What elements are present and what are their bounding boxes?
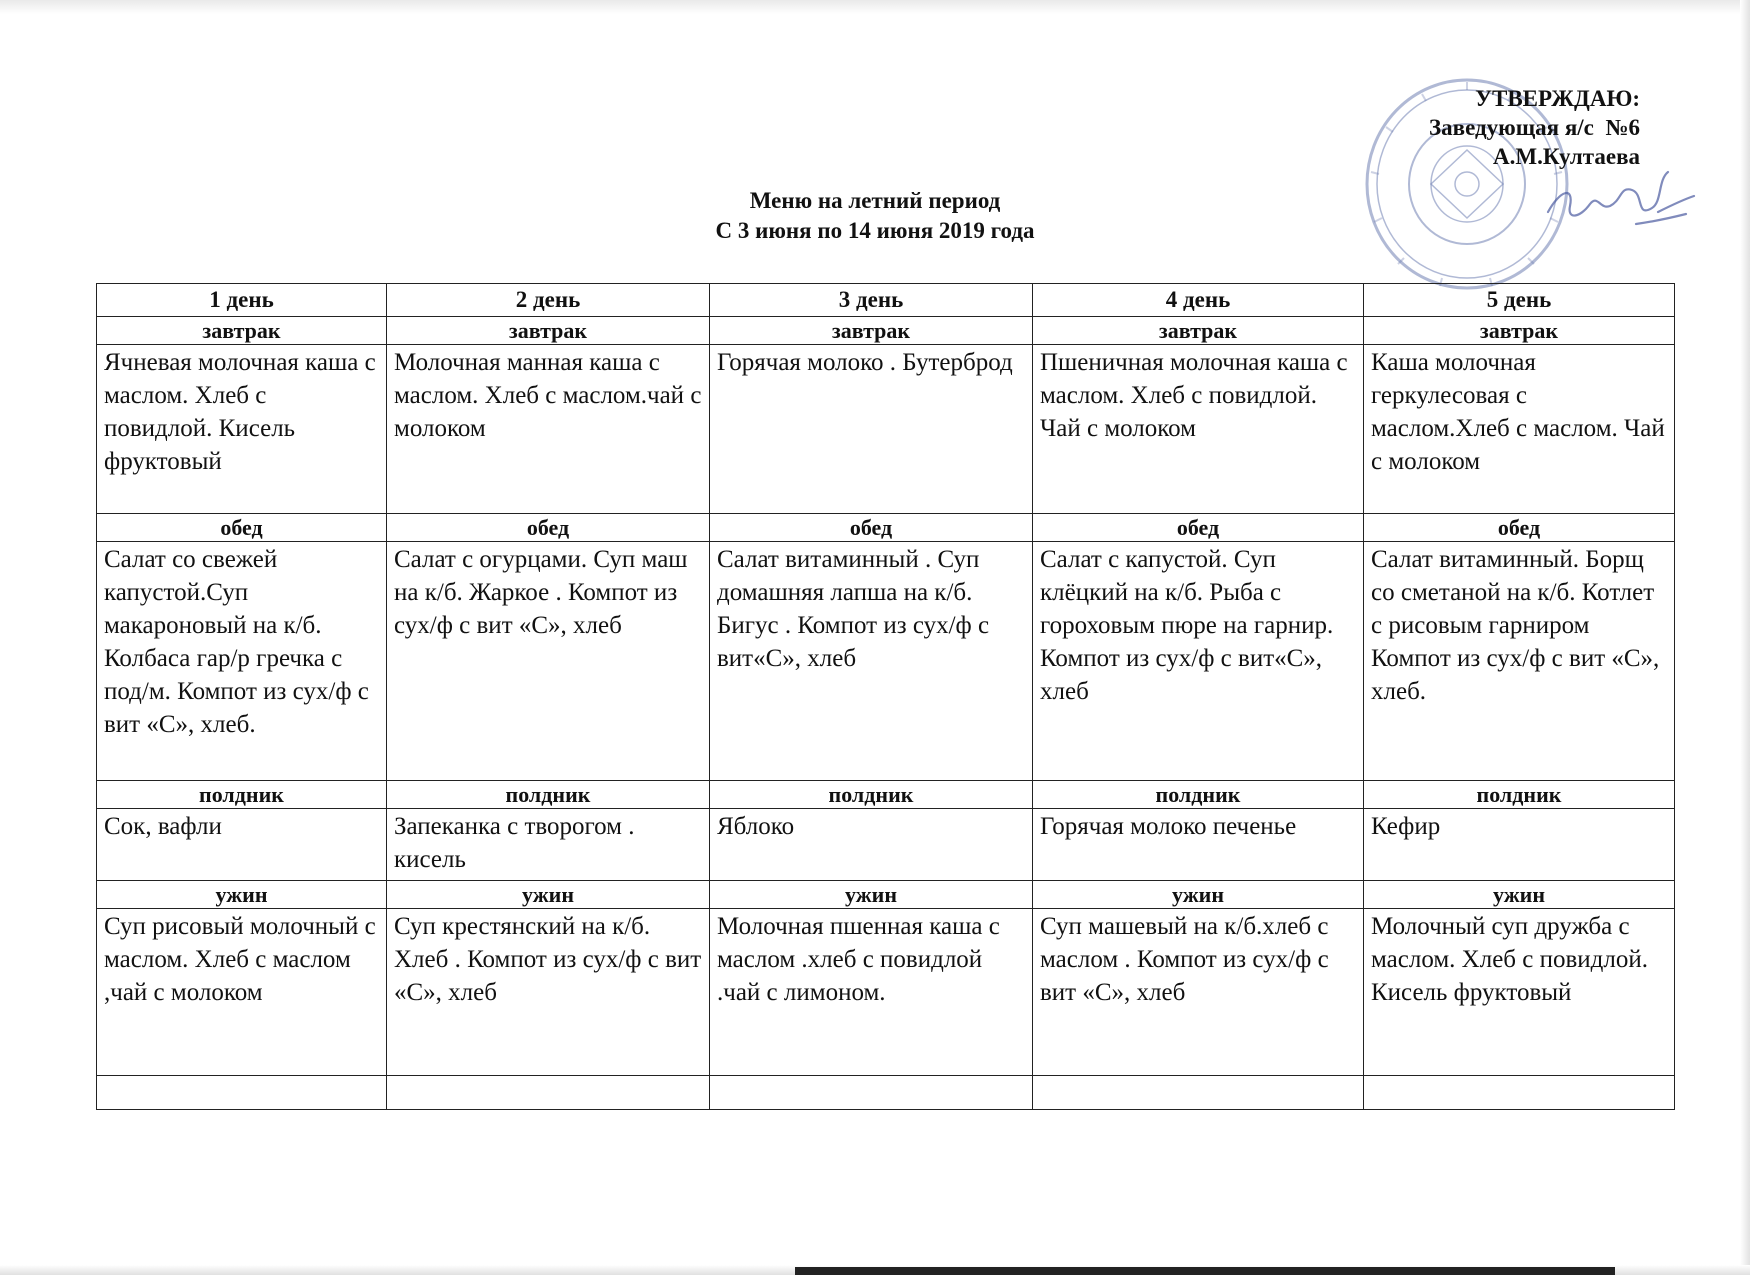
meal-label-dinner: ужин [387,881,710,909]
meal-label-lunch: обед [97,514,387,542]
meal-header-row-breakfast [97,317,1675,345]
approval-heading: УТВЕРЖДАЮ: [1475,86,1640,111]
dish-cell: Суп рисовый молочный с маслом. Хлеб с маслом ,чай с молоком [97,909,387,1076]
dish-cell: Сок, вафли [97,809,387,881]
breakfast-row [97,345,1675,514]
document-title: Меню на летний период [749,188,1001,213]
approval-position: Заведующая я/с №6 [1429,115,1640,140]
meal-label-dinner: ужин [710,881,1033,909]
snack-row [97,809,1675,881]
dish-cell: Салат с капустой. Суп клёцкий на к/б. Рыба с гороховым пюре на гарнир. Компот из сух/ф с вит«С», хлеб [1033,542,1364,781]
dinner-row [97,909,1675,1076]
days-header-row [97,284,1675,317]
meal-label-snack: полдник [387,781,710,809]
meal-label-breakfast: завтрак [387,317,710,345]
meal-label-dinner: ужин [1033,881,1364,909]
lunch-row [97,542,1675,781]
day-header: 2 день [387,284,710,317]
empty-cell [1364,1076,1675,1110]
dish-cell: Кефир [1364,809,1675,881]
approval-block [1429,84,1640,171]
meal-label-lunch: обед [1364,514,1675,542]
empty-cell [97,1076,387,1110]
meal-label-dinner: ужин [1364,881,1675,909]
dish-cell: Пшеничная молочная каша с маслом. Хлеб с повидлой. Чай с молоком [1033,345,1364,514]
meal-label-breakfast: завтрак [97,317,387,345]
dish-cell: Суп машевый на к/б.хлеб с маслом . Компот из сух/ф с вит «С», хлеб [1033,909,1364,1076]
meal-label-dinner: ужин [97,881,387,909]
dish-cell: Салат с огурцами. Суп маш на к/б. Жаркое . Компот из сух/ф с вит «С», хлеб [387,542,710,781]
scan-edge-shadow [795,1267,1615,1275]
meal-label-breakfast: завтрак [1033,317,1364,345]
dish-cell: Горячая молоко . Бутерброд [710,345,1033,514]
dish-cell: Суп крестянский на к/б. Хлеб . Компот из сух/ф с вит «С», хлеб [387,909,710,1076]
menu-table [96,283,1675,1110]
meal-label-lunch: обед [387,514,710,542]
meal-header-row-dinner [97,881,1675,909]
day-header: 1 день [97,284,387,317]
dish-cell: Молочный суп дружба с маслом. Хлеб с повидлой. Кисель фруктовый [1364,909,1675,1076]
document-subtitle: С 3 июня по 14 июня 2019 года [715,218,1035,243]
day-header: 3 день [710,284,1033,317]
meal-label-snack: полдник [710,781,1033,809]
dish-cell: Салат со свежей капустой.Суп макароновый на к/б. Колбаса гар/р гречка с под/м. Компот из сух/ф с вит «С», хлеб. [97,542,387,781]
dish-cell: Горячая молоко печенье [1033,809,1364,881]
meal-label-breakfast: завтрак [710,317,1033,345]
dish-cell: Молочная пшенная каша с маслом .хлеб с повидлой .чай с лимоном. [710,909,1033,1076]
meal-label-lunch: обед [1033,514,1364,542]
dish-cell: Ячневая молочная каша с маслом. Хлеб с повидлой. Кисель фруктовый [97,345,387,514]
scan-edge-top [0,0,1750,14]
approval-name: А.М.Култаева [1493,144,1640,169]
empty-cell [1033,1076,1364,1110]
meal-label-snack: полдник [1033,781,1364,809]
dish-cell: Салат витаминный. Борщ со сметаной на к/б. Котлет с рисовым гарниром Компот из сух/ф с вит «С», хлеб. [1364,542,1675,781]
day-header: 5 день [1364,284,1675,317]
empty-cell [387,1076,710,1110]
dish-cell: Яблоко [710,809,1033,881]
meal-label-breakfast: завтрак [1364,317,1675,345]
day-header: 4 день [1033,284,1364,317]
dish-cell: Запеканка с творогом . кисель [387,809,710,881]
meal-label-snack: полдник [97,781,387,809]
empty-row [97,1076,1675,1110]
meal-header-row-snack [97,781,1675,809]
meal-label-lunch: обед [710,514,1033,542]
meal-header-row-lunch [97,514,1675,542]
dish-cell: Каша молочная геркулесовая с маслом.Хлеб с маслом. Чай с молоком [1364,345,1675,514]
dish-cell: Молочная манная каша с маслом. Хлеб с маслом.чай с молоком [387,345,710,514]
meal-label-snack: полдник [1364,781,1675,809]
dish-cell: Салат витаминный . Суп домашняя лапша на к/б. Бигус . Компот из сух/ф с вит«С», хлеб [710,542,1033,781]
empty-cell [710,1076,1033,1110]
